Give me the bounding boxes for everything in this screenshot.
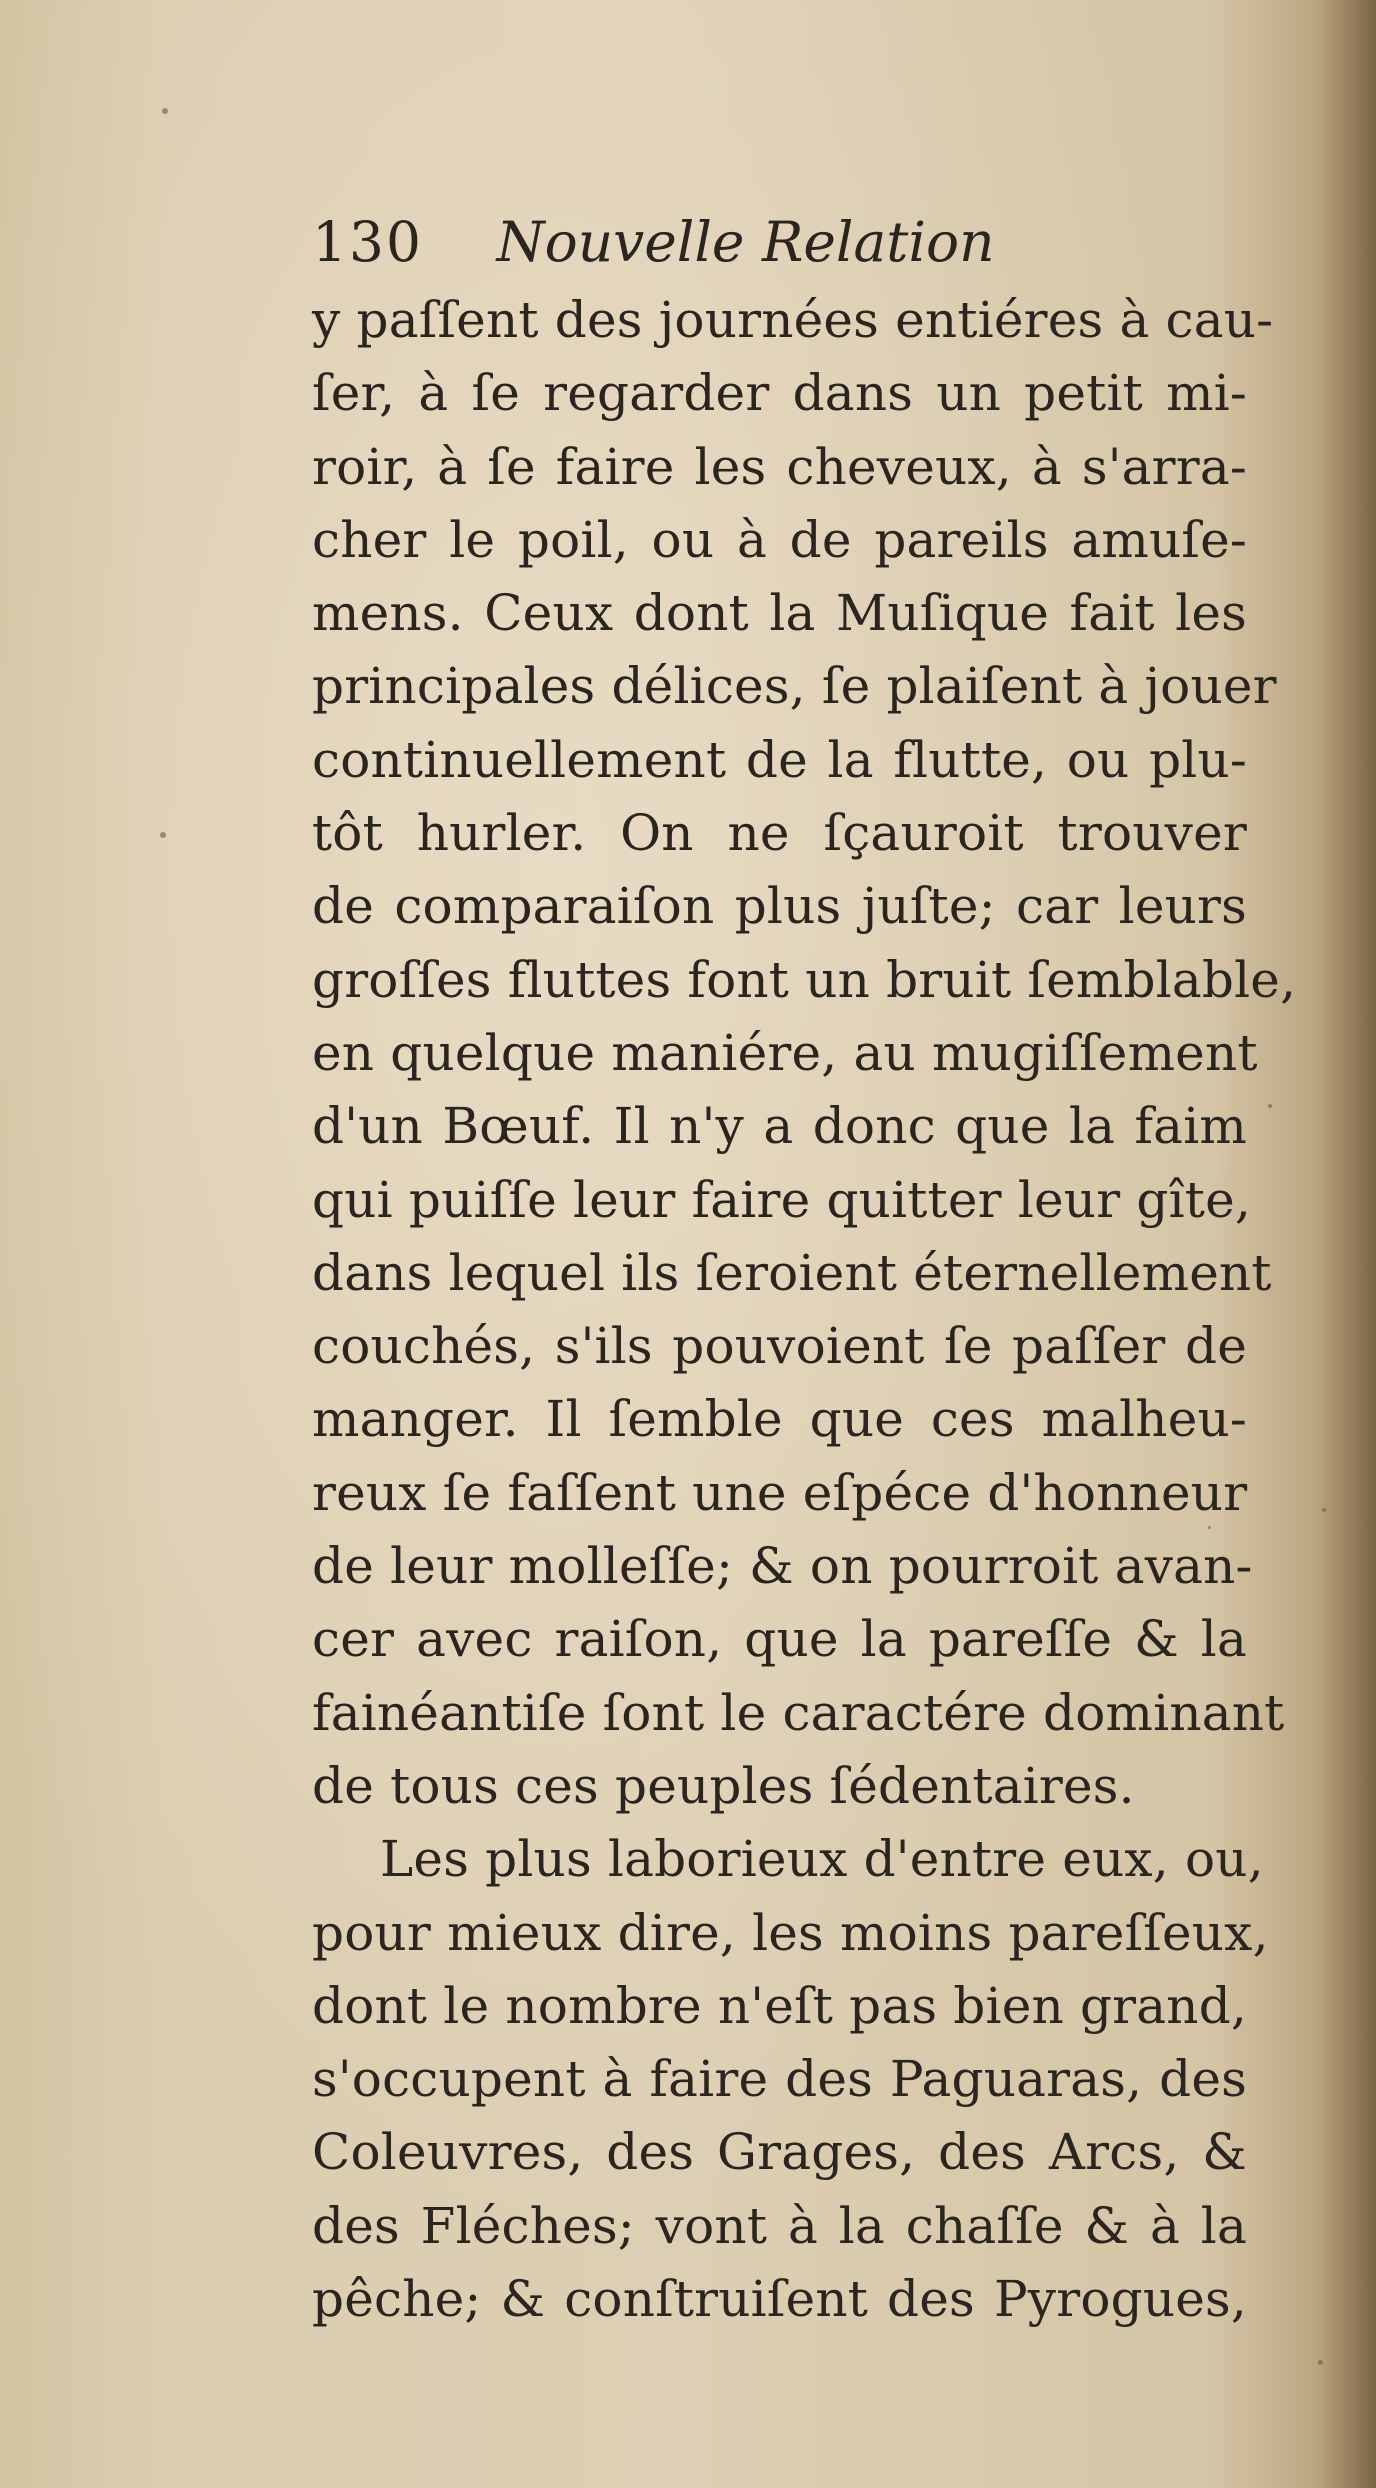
text-line: des Fléches; vont à la chaſſe & à la bbox=[312, 2196, 1247, 2255]
page-number: 130 bbox=[312, 210, 423, 274]
page-text bbox=[312, 200, 1297, 2336]
text-line: reux ſe faſſent une eſpéce d'honneur bbox=[312, 1463, 1248, 1522]
text-line: principales délices, ſe plaiſent à jouer bbox=[312, 657, 1277, 716]
text-line: d'un Bœuf. Il n'y a donc que la faim bbox=[312, 1097, 1247, 1156]
text-line: groſſes fluttes font un bruit ſemblable, bbox=[312, 950, 1297, 1009]
text-line: pour mieux dire, les moins pareſſeux, bbox=[312, 1903, 1269, 1962]
text-line: fainéantiſe ſont le caractére dominant bbox=[312, 1683, 1285, 1742]
paper-speck bbox=[162, 108, 168, 114]
paragraph-start-line: Les plus laborieux d'entre eux, ou, bbox=[380, 1830, 1264, 1889]
text-line: cer avec raiſon, que la pareſſe & la bbox=[312, 1610, 1247, 1669]
paper-speck bbox=[1268, 1104, 1272, 1108]
text-line: cher le poil, ou à de pareils amuſe- bbox=[312, 510, 1247, 569]
text-line: pêche; & conſtruiſent des Pyrogues, bbox=[312, 2270, 1247, 2329]
text-line: Coleuvres, des Grages, des Arcs, & bbox=[312, 2123, 1247, 2182]
text-line: de leur molleſſe; & on pourroit avan- bbox=[312, 1537, 1253, 1596]
text-line: en quelque maniére, au mugiſſement bbox=[312, 1023, 1258, 1082]
text-line: ſer, à ſe regarder dans un petit mi- bbox=[312, 364, 1247, 423]
text-line: roir, à ſe faire les cheveux, à s'arra- bbox=[312, 437, 1247, 496]
paragraph-end-line: de tous ces peuples ſédentaires. bbox=[312, 1756, 1135, 1815]
paper-speck bbox=[1318, 2360, 1323, 2365]
paper-speck bbox=[160, 832, 166, 838]
text-line: couchés, s'ils pouvoient ſe paſſer de bbox=[312, 1317, 1247, 1376]
text-line: y paſſent des journées entiéres à cau- bbox=[312, 291, 1274, 349]
text-line: tôt hurler. On ne ſçauroit trouver bbox=[312, 804, 1247, 863]
text-line: qui puiſſe leur faire quitter leur gîte, bbox=[312, 1170, 1251, 1229]
text-line: dont le nombre n'eſt pas bien grand, bbox=[312, 1976, 1247, 2035]
page-header bbox=[312, 200, 1247, 284]
text-line: continuellement de la flutte, ou plu- bbox=[312, 730, 1247, 789]
text-line: manger. Il ſemble que ces malheu- bbox=[312, 1390, 1247, 1449]
paper-speck bbox=[1322, 1508, 1326, 1512]
text-line: dans lequel ils ſeroient éternellement bbox=[312, 1243, 1272, 1302]
text-line: de comparaiſon plus juſte; car leurs bbox=[312, 877, 1247, 936]
text-line: mens. Ceux dont la Muſique fait les bbox=[312, 584, 1247, 643]
text-line: s'occupent à faire des Paguaras, des bbox=[312, 2050, 1247, 2109]
running-title: Nouvelle Relation bbox=[496, 210, 995, 274]
page-gutter-shadow bbox=[1316, 0, 1376, 2488]
